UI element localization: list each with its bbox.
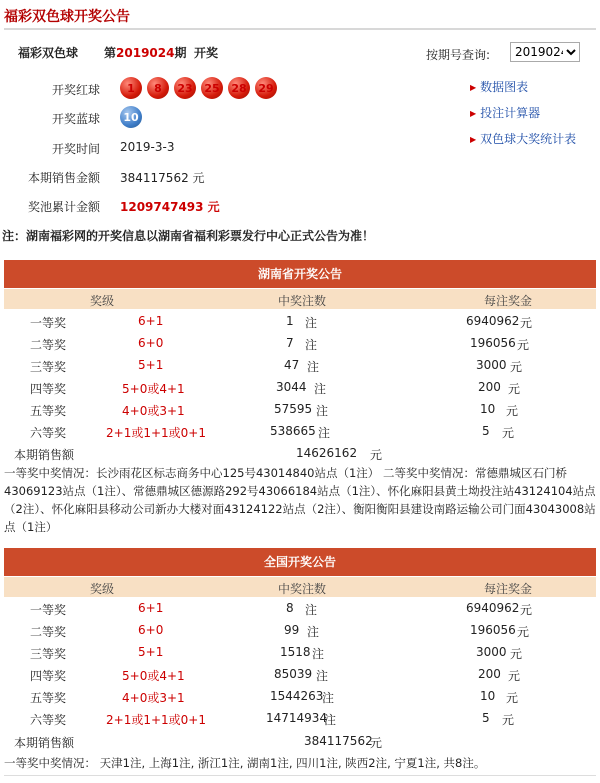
row-grade: 二等奖 [30, 625, 67, 639]
issue-number: 2019024 [116, 46, 175, 60]
sales-row [0, 444, 600, 464]
sales-row-value: 14626162 [296, 446, 358, 460]
row-rule: 5+1 [138, 358, 164, 372]
sales-row-value: 384117562 [304, 734, 373, 748]
sales-amount: 384117562 元 [120, 171, 205, 185]
col-prize: 每注奖金 [484, 294, 533, 308]
side-links [470, 78, 576, 156]
blue-ball-list [120, 106, 142, 128]
red-ball-list [120, 77, 277, 99]
row-count: 57595 [274, 402, 313, 416]
row-grade: 六等奖 [30, 713, 67, 727]
row-prize: 6940962 [466, 601, 520, 615]
table-row [0, 665, 600, 685]
sales-row-unit: 元 [370, 448, 383, 462]
row-yuan: 元 [502, 713, 515, 727]
issue-suffix: 期 [174, 46, 187, 60]
row-unit: 注 [307, 360, 320, 374]
row-grade: 一等奖 [30, 603, 67, 617]
table-row [0, 643, 600, 663]
row-count: 8 [286, 601, 294, 615]
row-prize: 3000 [476, 358, 507, 372]
query-label: 按期号查询: [425, 48, 490, 62]
row-count: 85039 [274, 667, 313, 681]
row-unit: 注 [316, 669, 329, 683]
sales-row [0, 732, 600, 752]
bottom-divider [4, 775, 596, 776]
table-row [0, 378, 600, 398]
row-unit: 注 [305, 338, 318, 352]
row-yuan: 元 [508, 382, 521, 396]
red-ball: 8 [147, 77, 169, 99]
row-prize: 196056 [470, 623, 516, 637]
issue-select[interactable] [510, 42, 580, 62]
table-row [0, 312, 600, 332]
draw-header [18, 44, 580, 64]
row-unit: 注 [305, 316, 318, 330]
pool-label: 奖池累计金额 [27, 200, 100, 214]
sales-label: 本期销售金额 [27, 171, 100, 185]
hunan-section-title: 湖南省开奖公告 [4, 260, 596, 288]
row-count: 1518 [280, 645, 311, 659]
row-grade: 三等奖 [30, 647, 67, 661]
row-yuan: 元 [502, 426, 515, 440]
national-section-title: 全国开奖公告 [4, 548, 596, 576]
red-ball: 28 [228, 77, 250, 99]
row-prize: 5 [482, 424, 490, 438]
row-grade: 四等奖 [30, 669, 67, 683]
row-unit: 注 [322, 691, 335, 705]
draw-time-label: 开奖时间 [51, 142, 100, 156]
row-yuan: 元 [520, 603, 533, 617]
row-rule: 4+0或3+1 [122, 691, 185, 705]
row-count: 538665 [270, 424, 316, 438]
national-column-header [4, 577, 596, 597]
row-rule: 5+1 [138, 645, 164, 659]
col-count: 中奖注数 [278, 582, 327, 596]
row-grade: 六等奖 [30, 426, 67, 440]
sales-row-label: 本期销售额 [14, 736, 75, 750]
link-bet-calculator[interactable]: ▶ 投注计算器 [470, 104, 576, 121]
row-unit: 注 [316, 404, 329, 418]
red-ball: 1 [120, 77, 142, 99]
row-prize: 6940962 [466, 314, 520, 328]
row-unit: 注 [318, 426, 331, 440]
row-rule: 2+1或1+1或0+1 [106, 713, 206, 727]
row-yuan: 元 [510, 647, 523, 661]
hunan-winner-description: 一等奖中奖情况：长沙雨花区标志商务中心125号43014840站点（1注） 二等奖中奖情况：常德鼎城区石门桥43069123站点（1注）、常德鼎城区德源路292号43066184站点（1注）、怀化麻阳县黄土坳投注站43124104站点（2注）、怀化麻阳县移动公司新办大楼对面43124122站点（2注）、衡阳衡阳县建设南路运输公司门面43043008站点（1注） [4, 466, 596, 534]
row-yuan: 元 [510, 360, 523, 374]
row-count: 1544263 [270, 689, 324, 703]
row-count: 7 [286, 336, 294, 350]
row-rule: 5+0或4+1 [122, 669, 185, 683]
row-unit: 注 [324, 713, 337, 727]
link-prize-stats[interactable]: ▶ 双色球大奖统计表 [470, 130, 576, 147]
row-unit: 注 [305, 603, 318, 617]
table-row [0, 599, 600, 619]
row-rule: 6+1 [138, 601, 164, 615]
row-rule: 6+0 [138, 623, 164, 637]
row-grade: 一等奖 [30, 316, 67, 330]
table-row [0, 400, 600, 420]
table-row [0, 356, 600, 376]
red-ball: 23 [174, 77, 196, 99]
open-label: 开奖 [194, 46, 219, 60]
row-unit: 注 [314, 382, 327, 396]
blue-ball: 10 [120, 106, 142, 128]
col-count: 中奖注数 [278, 294, 327, 308]
row-prize: 200 [478, 380, 501, 394]
col-prize: 每注奖金 [484, 582, 533, 596]
table-row [0, 709, 600, 729]
page-title: 福彩双色球开奖公告 [4, 9, 130, 25]
red-ball-label: 开奖红球 [51, 83, 100, 97]
row-prize: 200 [478, 667, 501, 681]
row-rule: 2+1或1+1或0+1 [106, 426, 206, 440]
row-grade: 四等奖 [30, 382, 67, 396]
col-grade: 奖级 [90, 582, 115, 596]
sales-row-label: 本期销售额 [14, 448, 75, 462]
row-grade: 三等奖 [30, 360, 67, 374]
row-grade: 二等奖 [30, 338, 67, 352]
row-yuan: 元 [517, 338, 530, 352]
row-rule: 6+0 [138, 336, 164, 350]
sales-row-unit: 元 [370, 736, 383, 750]
row-yuan: 元 [508, 669, 521, 683]
row-count: 3044 [276, 380, 307, 394]
national-winner-description: 一等奖中奖情况： 天津1注, 上海1注, 浙江1注, 湖南1注, 四川1注, 陕西2注, 宁夏1注, 共8注。 [4, 756, 486, 770]
row-count: 47 [284, 358, 300, 372]
draw-time: 2019-3-3 [120, 140, 175, 154]
disclaimer-note: 注：湖南福彩网的开奖信息以湖南省福利彩票发行中心正式公告为准！ [2, 229, 375, 243]
table-row [0, 621, 600, 641]
row-prize: 5 [482, 711, 490, 725]
col-grade: 奖级 [90, 294, 115, 308]
issue-prefix: 第 [104, 46, 117, 60]
red-ball: 25 [201, 77, 223, 99]
row-unit: 注 [312, 647, 325, 661]
red-ball: 29 [255, 77, 277, 99]
issue-label [104, 44, 186, 61]
row-prize: 10 [480, 402, 496, 416]
pool-amount: 1209747493 元 [120, 200, 220, 214]
row-unit: 注 [307, 625, 320, 639]
row-count: 14714934 [266, 711, 328, 725]
table-row [0, 687, 600, 707]
game-name: 福彩双色球 [18, 46, 79, 60]
row-count: 1 [286, 314, 294, 328]
page-title-bar [4, 6, 596, 30]
row-rule: 5+0或4+1 [122, 382, 185, 396]
row-rule: 4+0或3+1 [122, 404, 185, 418]
row-yuan: 元 [517, 625, 530, 639]
table-row [0, 334, 600, 354]
row-grade: 五等奖 [30, 691, 67, 705]
row-prize: 3000 [476, 645, 507, 659]
hunan-column-header [4, 289, 596, 309]
row-grade: 五等奖 [30, 404, 67, 418]
row-count: 99 [284, 623, 300, 637]
row-prize: 196056 [470, 336, 516, 350]
row-prize: 10 [480, 689, 496, 703]
blue-ball-label: 开奖蓝球 [51, 112, 100, 126]
table-row [0, 422, 600, 442]
link-data-chart[interactable]: ▶ 数据图表 [470, 78, 576, 95]
row-yuan: 元 [506, 404, 519, 418]
row-rule: 6+1 [138, 314, 164, 328]
row-yuan: 元 [506, 691, 519, 705]
row-yuan: 元 [520, 316, 533, 330]
